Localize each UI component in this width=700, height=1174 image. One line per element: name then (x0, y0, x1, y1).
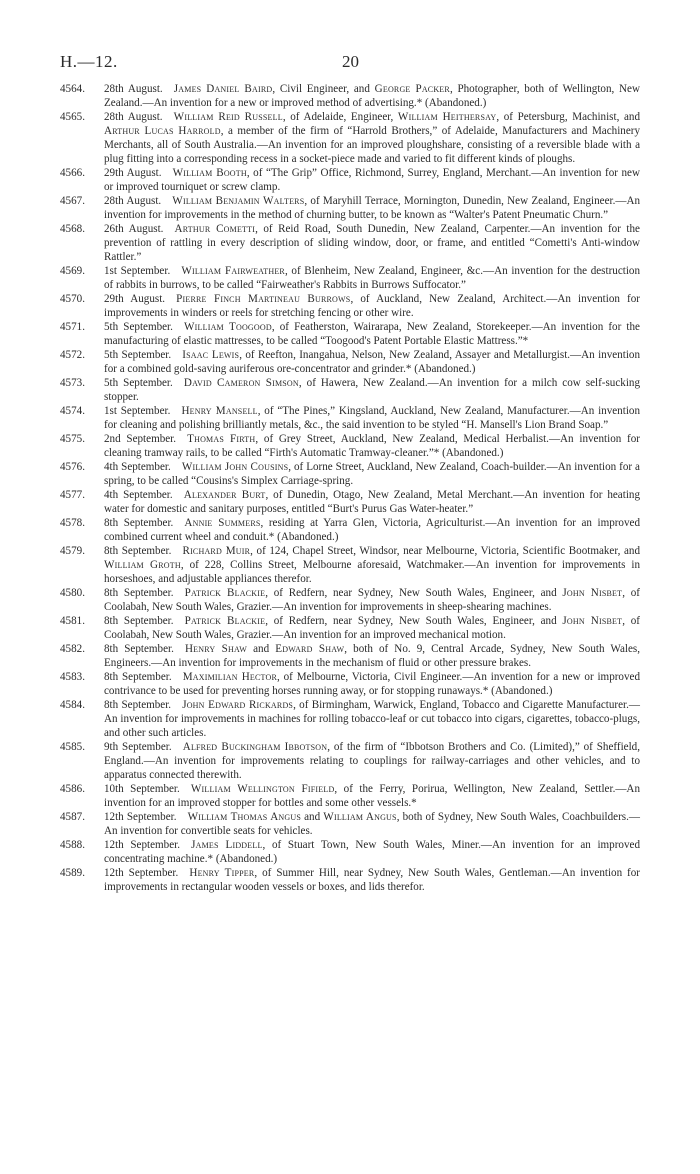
entry-text: , of “The Grip” Office, Richmond, Surrey, England, Merchant.—An invention for new or improved tourniquet or screw clamp. (104, 167, 640, 193)
patent-entry (60, 586, 640, 614)
entry-number: 4582. (60, 643, 85, 655)
entry-date: 12th September. (104, 839, 180, 851)
patent-entry (60, 376, 640, 404)
entry-date: 8th September. (104, 699, 172, 711)
patent-entries-list (60, 82, 640, 894)
entry-text: , of 124, Chapel Street, Windsor, near Melbourne, Victoria, Scientific Bootmaker, and (250, 545, 640, 557)
entry-number: 4583. (60, 671, 85, 683)
applicant-name: Patrick Blackie (184, 615, 266, 627)
section-reference: H.—12. (60, 52, 118, 71)
entry-date: 29th August. (104, 167, 162, 179)
entry-date: 12th September. (104, 811, 177, 823)
entry-number: 4565. (60, 111, 85, 123)
entry-text: , both of No. 9, Central Arcade, Sydney, New South Wales, Engineers.—An invention for improvements in the mechanism of fluid or other pressure brakes. (104, 643, 640, 669)
applicant-name: William Fairweather (181, 265, 285, 277)
patent-entry (60, 292, 640, 320)
applicant-name: David Cameron Simson (183, 377, 299, 389)
entry-text: , of Stuart Town, New South Wales, Miner.—An invention for an improved concentrating machine.* (Abandoned.) (104, 839, 640, 865)
entry-text: and (247, 643, 276, 655)
entry-number: 4578. (60, 517, 85, 529)
applicant-name: Annie Summers (184, 517, 261, 529)
entry-text: , of Dunedin, Otago, New Zealand, Metal Merchant.—An invention for heating water for domestic and sanitary purposes, entitled “Burt's Purus Gas Water-heater.” (104, 489, 640, 515)
entry-text: , of Birmingham, Warwick, England, Tobacco and Cigarette Manufacturer.—An invention for improvements in machines for rolling tobacco-leaf or cut tobacco into cigars, cigarettes, tobacco-plugs, and other such articles. (104, 699, 640, 739)
entry-text: , of Coolabah, New South Wales, Grazier.—An invention for an improved mechanical motion. (104, 615, 640, 641)
applicant-name: Richard Muir (182, 545, 251, 557)
entry-date: 4th September. (104, 461, 171, 473)
entry-number: 4586. (60, 783, 85, 795)
patent-entry (60, 810, 640, 838)
entry-text: , residing at Yarra Glen, Victoria, Agriculturist.—An invention for an improved combined current wheel and conduit.* (Abandoned.) (104, 517, 640, 543)
entry-number: 4575. (60, 433, 85, 445)
entry-text: , both of Sydney, New South Wales, Coachbuilders.—An invention for convertible seats for vehicles. (104, 811, 640, 837)
entry-date: 2nd September. (104, 433, 177, 445)
entry-date: 26th August. (104, 223, 164, 235)
applicant-name: John Nisbet (562, 587, 623, 599)
applicant-name: Alexander Burt (183, 489, 266, 501)
entry-text: , of the Ferry, Porirua, Wellington, New Zealand, Settler.—An invention for an improved stopper for bottles and some other vessels.* (104, 783, 640, 809)
applicant-name: William Groth (104, 559, 181, 571)
applicant-name: Arthur Cometti (174, 223, 256, 235)
entry-number: 4572. (60, 349, 85, 361)
patent-entry (60, 82, 640, 110)
patent-entry (60, 432, 640, 460)
entry-date: 8th September. (104, 671, 172, 683)
applicant-name: William Booth (172, 167, 247, 179)
entry-text: , of Coolabah, New South Wales, Grazier.—An invention for improvements in sheep-shearing machines. (104, 587, 640, 613)
entry-number: 4576. (60, 461, 85, 473)
applicant-name: William Benjamin Walters (172, 195, 305, 207)
entry-number: 4581. (60, 615, 85, 627)
entry-text: , of Blenheim, New Zealand, Engineer, &c.—An invention for the destruction of rabbits in burrows, to be called “Fairweather's Rabbits in Burrows Suffocator.” (104, 265, 640, 291)
entry-number: 4579. (60, 545, 85, 557)
applicant-name: William Thomas Angus (187, 811, 301, 823)
entry-text: , of Reefton, Inangahua, Nelson, New Zealand, Assayer and Metallurgist.—An invention for a combined gold-saving auriferous ore-concentrator and grinder.* (Abandoned.) (104, 349, 640, 375)
patent-entry (60, 222, 640, 264)
entry-number: 4589. (60, 867, 85, 879)
patent-entry (60, 320, 640, 348)
entry-number: 4569. (60, 265, 85, 277)
entry-text: , of Adelaide, Engineer, (282, 111, 398, 123)
entry-number: 4570. (60, 293, 85, 305)
entry-date: 4th September. (104, 489, 173, 501)
entry-number: 4571. (60, 321, 85, 333)
entry-text: , of Grey Street, Auckland, New Zealand, Medical Herbalist.—An invention for cleaning tramway rails, to be called “Firth's Automatic Tramway-cleaner.”* (Abandoned.) (104, 433, 640, 459)
applicant-name: Arthur Lucas Harrold (104, 125, 221, 137)
entry-number: 4566. (60, 167, 85, 179)
applicant-name: Isaac Lewis (182, 349, 240, 361)
entry-text: , Photographer, both of Wellington, New Zealand.—An invention for a new or improved method of advertising.* (Abandoned.) (104, 83, 640, 109)
applicant-name: Henry Mansell (181, 405, 258, 417)
applicant-name: Patrick Blackie (184, 587, 266, 599)
applicant-name: William Angus (323, 811, 397, 823)
page-number: 20 (342, 52, 359, 71)
entry-number: 4573. (60, 377, 85, 389)
patent-entry (60, 488, 640, 516)
entry-date: 5th September. (104, 321, 173, 333)
applicant-name: William John Cousins (181, 461, 289, 473)
entry-number: 4574. (60, 405, 85, 417)
patent-entry (60, 698, 640, 740)
entry-number: 4587. (60, 811, 85, 823)
applicant-name: Maximilian Hector (182, 671, 278, 683)
applicant-name: Alfred Buckingham Ibbotson (182, 741, 328, 753)
entry-number: 4580. (60, 587, 85, 599)
entry-text: and (300, 811, 324, 823)
entry-text: , Civil Engineer, and (272, 83, 375, 95)
entry-date: 8th September. (104, 545, 172, 557)
entry-date: 5th September. (104, 349, 172, 361)
entry-date: 8th September. (104, 615, 174, 627)
patent-entry (60, 264, 640, 292)
page-header (60, 52, 660, 74)
entry-date: 8th September. (104, 517, 174, 529)
entry-text: , of Hawera, New Zealand.—An invention for a milch cow self-sucking stopper. (104, 377, 640, 403)
patent-entry (60, 348, 640, 376)
patent-entry (60, 642, 640, 670)
entry-text: , of Lorne Street, Auckland, New Zealand, Coach-builder.—An invention for a spring, to be called “Cousins's Simplex Carriage-spring. (104, 461, 640, 487)
entry-text: , of Redfern, near Sydney, New South Wales, Engineer, and (265, 615, 563, 627)
entry-number: 4564. (60, 83, 85, 95)
applicant-name: James Liddell (191, 839, 263, 851)
applicant-name: William Wellington Fifield (190, 783, 335, 795)
patent-entry (60, 110, 640, 166)
patent-entry (60, 866, 640, 894)
applicant-name: Pierre Finch Martineau Burrows (176, 293, 351, 305)
entry-text: , of Reid Road, South Dunedin, New Zealand, Carpenter.—An invention for the prevention of rattling in every description of sliding window, door, or frame, and entitled “Cometti's Anti-window Rattler.” (104, 223, 640, 263)
entry-date: 9th September. (104, 741, 172, 753)
patent-entry (60, 460, 640, 488)
patent-entry (60, 740, 640, 782)
entry-text: , of Melbourne, Victoria, Civil Engineer.—An invention for a new or improved contrivance to be used for preventing horses running away, or for stopping runaways.* (Abandoned.) (104, 671, 640, 697)
applicant-name: Edward Shaw (275, 643, 345, 655)
entry-date: 29th August. (104, 293, 166, 305)
entry-number: 4588. (60, 839, 85, 851)
patent-entry (60, 670, 640, 698)
entry-date: 10th September. (104, 783, 180, 795)
entry-text: , of “The Pines,” Kingsland, Auckland, New Zealand, Manufacturer.—An invention for cleaning and polishing brilliantly metals, &c., the said invention to be styled “H. Mansell's Lion Brand Soap.” (104, 405, 640, 431)
applicant-name: Thomas Firth (187, 433, 256, 445)
applicant-name: Henry Tipper (189, 867, 255, 879)
entry-number: 4584. (60, 699, 85, 711)
entry-number: 4577. (60, 489, 85, 501)
patent-entry (60, 194, 640, 222)
entry-date: 1st September. (104, 265, 171, 277)
patent-entry (60, 782, 640, 810)
entry-date: 1st September. (104, 405, 171, 417)
applicant-name: James Daniel Baird (173, 83, 273, 95)
entry-date: 5th September. (104, 377, 173, 389)
applicant-name: George Packer (374, 83, 450, 95)
patent-entry (60, 838, 640, 866)
entry-number: 4585. (60, 741, 85, 753)
entry-text: , of Redfern, near Sydney, New South Wales, Engineer, and (265, 587, 563, 599)
entry-date: 8th September. (104, 587, 174, 599)
applicant-name: John Edward Rickards (182, 699, 294, 711)
entry-date: 28th August. (104, 111, 163, 123)
entry-number: 4567. (60, 195, 85, 207)
patent-entry (60, 614, 640, 642)
patent-entry (60, 404, 640, 432)
applicant-name: William Heithersay (397, 111, 497, 123)
entry-text: , a member of the firm of “Harrold Brothers,” of Adelaide, Manufacturers and Machinery Merchants, all of South Australia.—An invention for an improved ploughshare, consisting of a reversible blade with a plug fitting into a corresponding recess in a socket-piece made and varied to fit different kinds of ploughs. (104, 125, 640, 165)
applicant-name: John Nisbet (562, 615, 623, 627)
applicant-name: William Toogood (184, 321, 272, 333)
entry-date: 8th September. (104, 643, 174, 655)
applicant-name: William Reid Russell (173, 111, 283, 123)
entry-text: , of 228, Collins Street, Melbourne aforesaid, Watchmaker.—An invention for improvements in horseshoes, and adjustable appliances therefor. (104, 559, 640, 585)
entry-text: , of Featherston, Wairarapa, New Zealand, Storekeeper.—An invention for the manufacturing of elastic mattresses, to be called “Toogood's Patent Portable Elastic Mattress.”* (104, 321, 640, 347)
patent-entry (60, 166, 640, 194)
entry-text: , of Maryhill Terrace, Mornington, Dunedin, New Zealand, Engineer.—An invention for improvements in the method of churning butter, to be known as “Walter's Patent Pneumatic Churn.” (104, 195, 640, 221)
patent-entry (60, 544, 640, 586)
entry-date: 28th August. (104, 83, 163, 95)
entry-number: 4568. (60, 223, 85, 235)
applicant-name: Henry Shaw (184, 643, 248, 655)
entry-date: 28th August. (104, 195, 162, 207)
entry-text: , of Auckland, New Zealand, Architect.—An invention for improvements in winders or reels for stretching fencing or other wire. (104, 293, 640, 319)
entry-text: , of Summer Hill, near Sydney, New South Wales, Gentleman.—An invention for improvements in rectangular wooden vessels or boxes, and lids therefor. (104, 867, 640, 893)
entry-text: , of the firm of “Ibbotson Brothers and Co. (Limited),” of Sheffield, England.—An invention for improvements relating to couplings for railway-carriages and other vehicles, and to apparatus connected therewith. (104, 741, 640, 781)
patent-entry (60, 516, 640, 544)
entry-date: 12th September. (104, 867, 179, 879)
entry-text: , of Petersburg, Machinist, and (496, 111, 640, 123)
